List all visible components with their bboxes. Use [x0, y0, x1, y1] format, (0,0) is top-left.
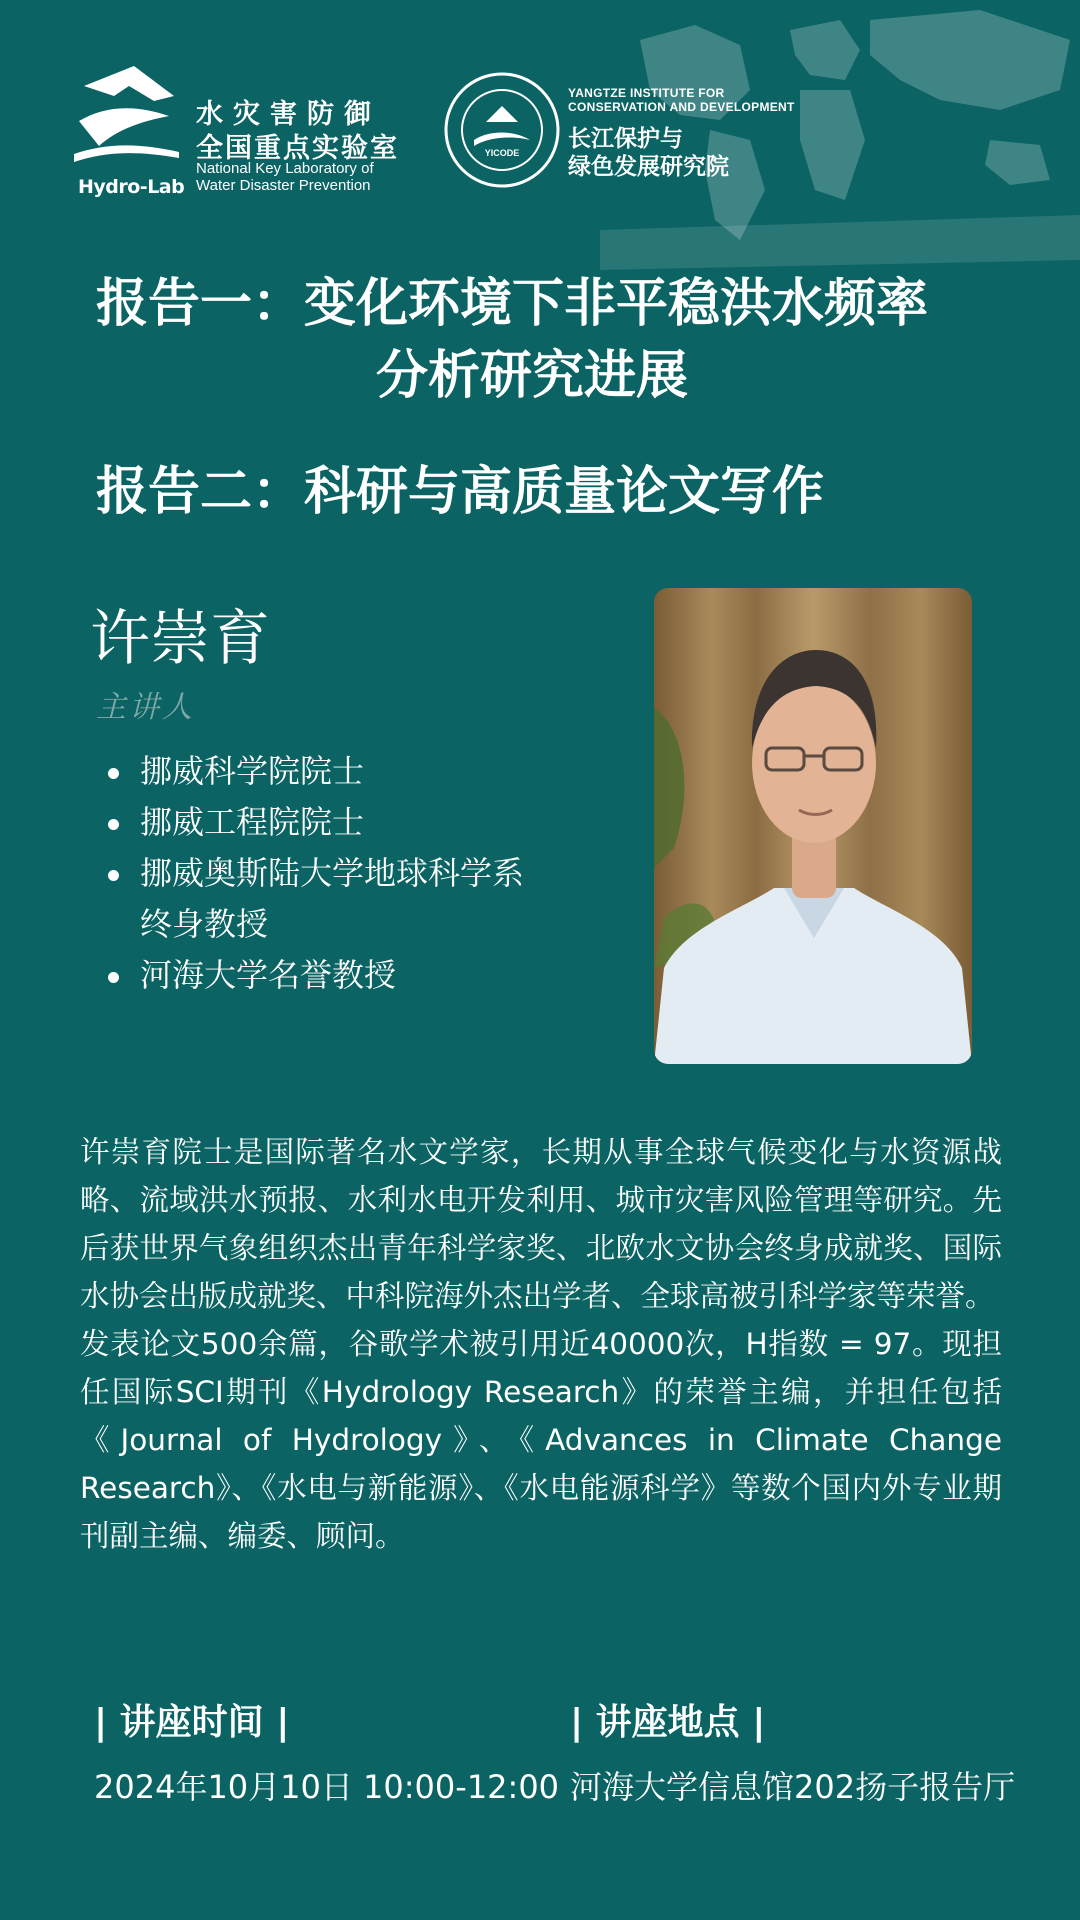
lab-name-cn-line1: 水灾害防御 — [196, 99, 381, 130]
hydro-lab-logo-text: Hydro-Lab — [78, 176, 185, 198]
bio-paragraph: 许崇育院士是国际著名水文学家，长期从事全球气候变化与水资源战略、流域洪水预报、水利水电开发利用、城市灾害风险管理等研究。先后获世界气象组织杰出青年科学家奖、北欧水文协会终身成就奖、国际水协会出版成就奖、中科院海外杰出学者、全球高被引科学家等荣誉。 — [80, 1135, 1002, 1313]
lecture-time-label: | 讲座时间 | — [94, 1702, 290, 1743]
speaker-title-line: 终身教授 — [140, 905, 269, 943]
institute-name-cn-line1: 长江保护与 — [568, 126, 683, 152]
lecture-place-label: | 讲座地点 | — [570, 1702, 766, 1743]
lecture-time-value: 2024年10月10日 10:00-12:00 — [94, 1768, 560, 1806]
speaker-portrait-illustration — [654, 588, 972, 1064]
speaker-biography — [80, 1128, 1002, 1560]
report2-title: 报告二：科研与高质量论文写作 — [96, 462, 825, 522]
speaker-name: 许崇育 — [90, 604, 270, 674]
report1-title-cont: 分析研究进展 — [376, 346, 689, 406]
speaker-title-item — [108, 848, 578, 950]
institute-seal-text: YICODE — [484, 148, 520, 158]
institute-name-en-line2: CONSERVATION AND DEVELOPMENT — [568, 100, 795, 114]
institute-name-en-line1: YANGTZE INSTITUTE FOR — [568, 86, 725, 100]
wave-logo-icon — [74, 66, 184, 176]
speaker-role-label: 主讲人 — [96, 690, 195, 725]
lab-name-en-line2: Water Disaster Prevention — [196, 177, 371, 194]
institute-seal-logo — [444, 72, 560, 188]
lab-name-en-line1: National Key Laboratory of — [196, 160, 374, 177]
speaker-title-line: 挪威奥斯陆大学地球科学系 — [140, 854, 525, 892]
lecture-place-value: 河海大学信息馆202扬子报告厅 — [570, 1768, 1016, 1806]
hydro-lab-logo — [74, 66, 184, 196]
speaker-title-item: 挪威科学院院士 — [108, 746, 578, 797]
speaker-title-item: 挪威工程院院士 — [108, 797, 578, 848]
bio-paragraph: 发表论文500余篇，谷歌学术被引用近40000次，H指数 = 97。现担任国际SCI期刊《Hydrology Research》的荣誉主编，并担任包括《Journal of Hydrology》、《Advances in Climate Change Research》、《水电与新能源》、《水电能源科学》等数个国内外专业期刊副主编、编委、顾问。 — [80, 1327, 1002, 1553]
institute-name-cn-line2: 绿色发展研究院 — [568, 154, 729, 180]
report1-title: 报告一：变化环境下非平稳洪水频率 — [96, 274, 929, 334]
speaker-titles-list — [108, 746, 578, 1001]
speaker-photo — [654, 588, 972, 1064]
speaker-title-item: 河海大学名誉教授 — [108, 950, 578, 1001]
lab-name-cn-line2: 全国重点实验室 — [196, 133, 399, 164]
